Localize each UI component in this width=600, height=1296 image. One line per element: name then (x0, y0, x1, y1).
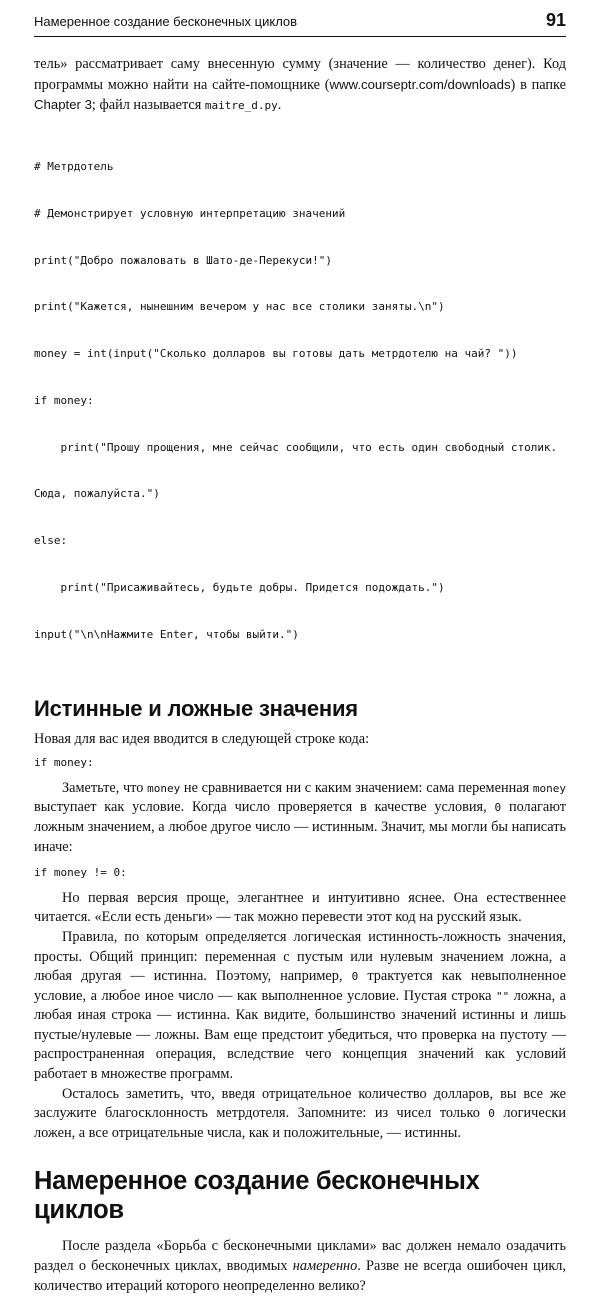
section-heading-true-false: Истинные и ложные значения (34, 695, 358, 721)
text: полагают ложным значением, а любое другое число — истинным. Значит, мы могли бы написать иначе: (34, 799, 566, 855)
inline-code: 0 (351, 970, 359, 984)
code-snippet-if-money-ne-0: if money != 0: (34, 866, 127, 880)
intro-text-d: . (277, 97, 282, 114)
text: выступает как условие. Когда число проверяется в качестве условия, (34, 799, 495, 816)
intro-text-b: ) в папке (510, 76, 566, 93)
section1-paragraph-4 (34, 928, 566, 1085)
emphasis: намеренно (292, 1258, 358, 1275)
text: ложна, а любая иная строка — истинна. Как видите, большинство значений истинны и лишь пустые/нулевые — ложны. Вам еще предстоит убедиться, что проверка на пустоту — распространенная операция, вследствие чего концепция значений как условий работает в множестве программ. (34, 987, 567, 1083)
code-line: input("\n\nНажмите Enter, чтобы выйти.") (34, 627, 299, 641)
section1-paragraph-3: Но первая версия проще, элегантнее и интуитивно яснее. Она естественнее читается. «Если есть деньги» — так можно перевести этот код на русский язык. (34, 889, 566, 926)
running-header (34, 10, 566, 37)
inline-code: 0 (494, 801, 502, 815)
code-line: Сюда, пожалуйста.") (34, 487, 160, 501)
page-number: 91 (545, 10, 566, 30)
code-listing-maitre-d (34, 128, 566, 674)
section1-paragraph-5 (34, 1085, 566, 1144)
intro-paragraph (34, 55, 566, 116)
text: Осталось заметить, что, введя отрицательное количество долларов, вы все же заслужите благосклонность метрдотеля. Запомните: из чисел только (34, 1085, 566, 1122)
text: не сравнивается ни с каким значением: сама переменная (180, 779, 533, 796)
inline-code: "" (496, 989, 510, 1003)
text: трактуется как невыполненное условие, а любое иное число — как выполненное условие. Пустая строка (34, 968, 566, 1004)
inline-code: 0 (488, 1107, 495, 1121)
text: . Разве не всегда ошибочен цикл, количество итераций которого неопределенно велико? (34, 1258, 566, 1294)
section1-paragraph-2 (34, 779, 566, 857)
code-line: print("Добро пожаловать в Шато-де-Перекуси!") (34, 253, 333, 267)
running-title: Намеренное создание бесконечных циклов (34, 14, 298, 29)
folder-name: Chapter 3 (34, 97, 92, 113)
section2-paragraph-1 (34, 1237, 566, 1296)
code-line: # Демонстрирует условную интерпретацию значений (34, 206, 346, 220)
intro-text-a: тель» рассматривает саму внесенную сумму (значение — количество денег). Код программы можно найти на сайте-помощнике ( (34, 56, 566, 93)
section-heading-infinite-loops: Намеренное создание бесконечных циклов (34, 1167, 480, 1225)
text: После раздела «Борьба с бесконечными циклами» вас должен немало озадачить раздел о бесконечных циклах, вводимых (34, 1238, 566, 1275)
inline-code: money (532, 781, 566, 795)
code-line: print("Присаживайтесь, будьте добры. Придется подождать.") (34, 581, 445, 594)
code-line: print("Прошу прощения, мне сейчас сообщили, что есть один свободный столик. (34, 440, 558, 454)
section1-intro: Новая для вас идея вводится в следующей строке кода: (34, 730, 370, 747)
code-line: print("Кажется, нынешним вечером у нас все столики заняты.\n") (34, 300, 445, 314)
code-snippet-if-money: if money: (34, 756, 94, 770)
text: логически ложен, а все отрицательные числа, как и положительные, — истинны. (34, 1105, 566, 1141)
intro-text-c: ; файл называется (91, 97, 205, 114)
file-name: maitre_d.py (204, 99, 278, 113)
download-url: www.courseptr.com/downloads (329, 76, 511, 92)
inline-code: money (147, 781, 181, 795)
text: Правила, по которым определяется логическая истинность-ложность значения, просты. Общий принцип: переменная с пустым или нулевым значением ложна, а любая другая — истинна. Поэтому, например, (34, 928, 566, 985)
code-line: money = int(input("Сколько долларов вы готовы дать метрдотелю на чай? ")) (34, 347, 518, 361)
code-line: else: (34, 534, 68, 548)
code-line: # Метрдотель (34, 159, 114, 173)
text: Заметьте, что (62, 779, 148, 796)
code-line: if money: (34, 393, 94, 407)
